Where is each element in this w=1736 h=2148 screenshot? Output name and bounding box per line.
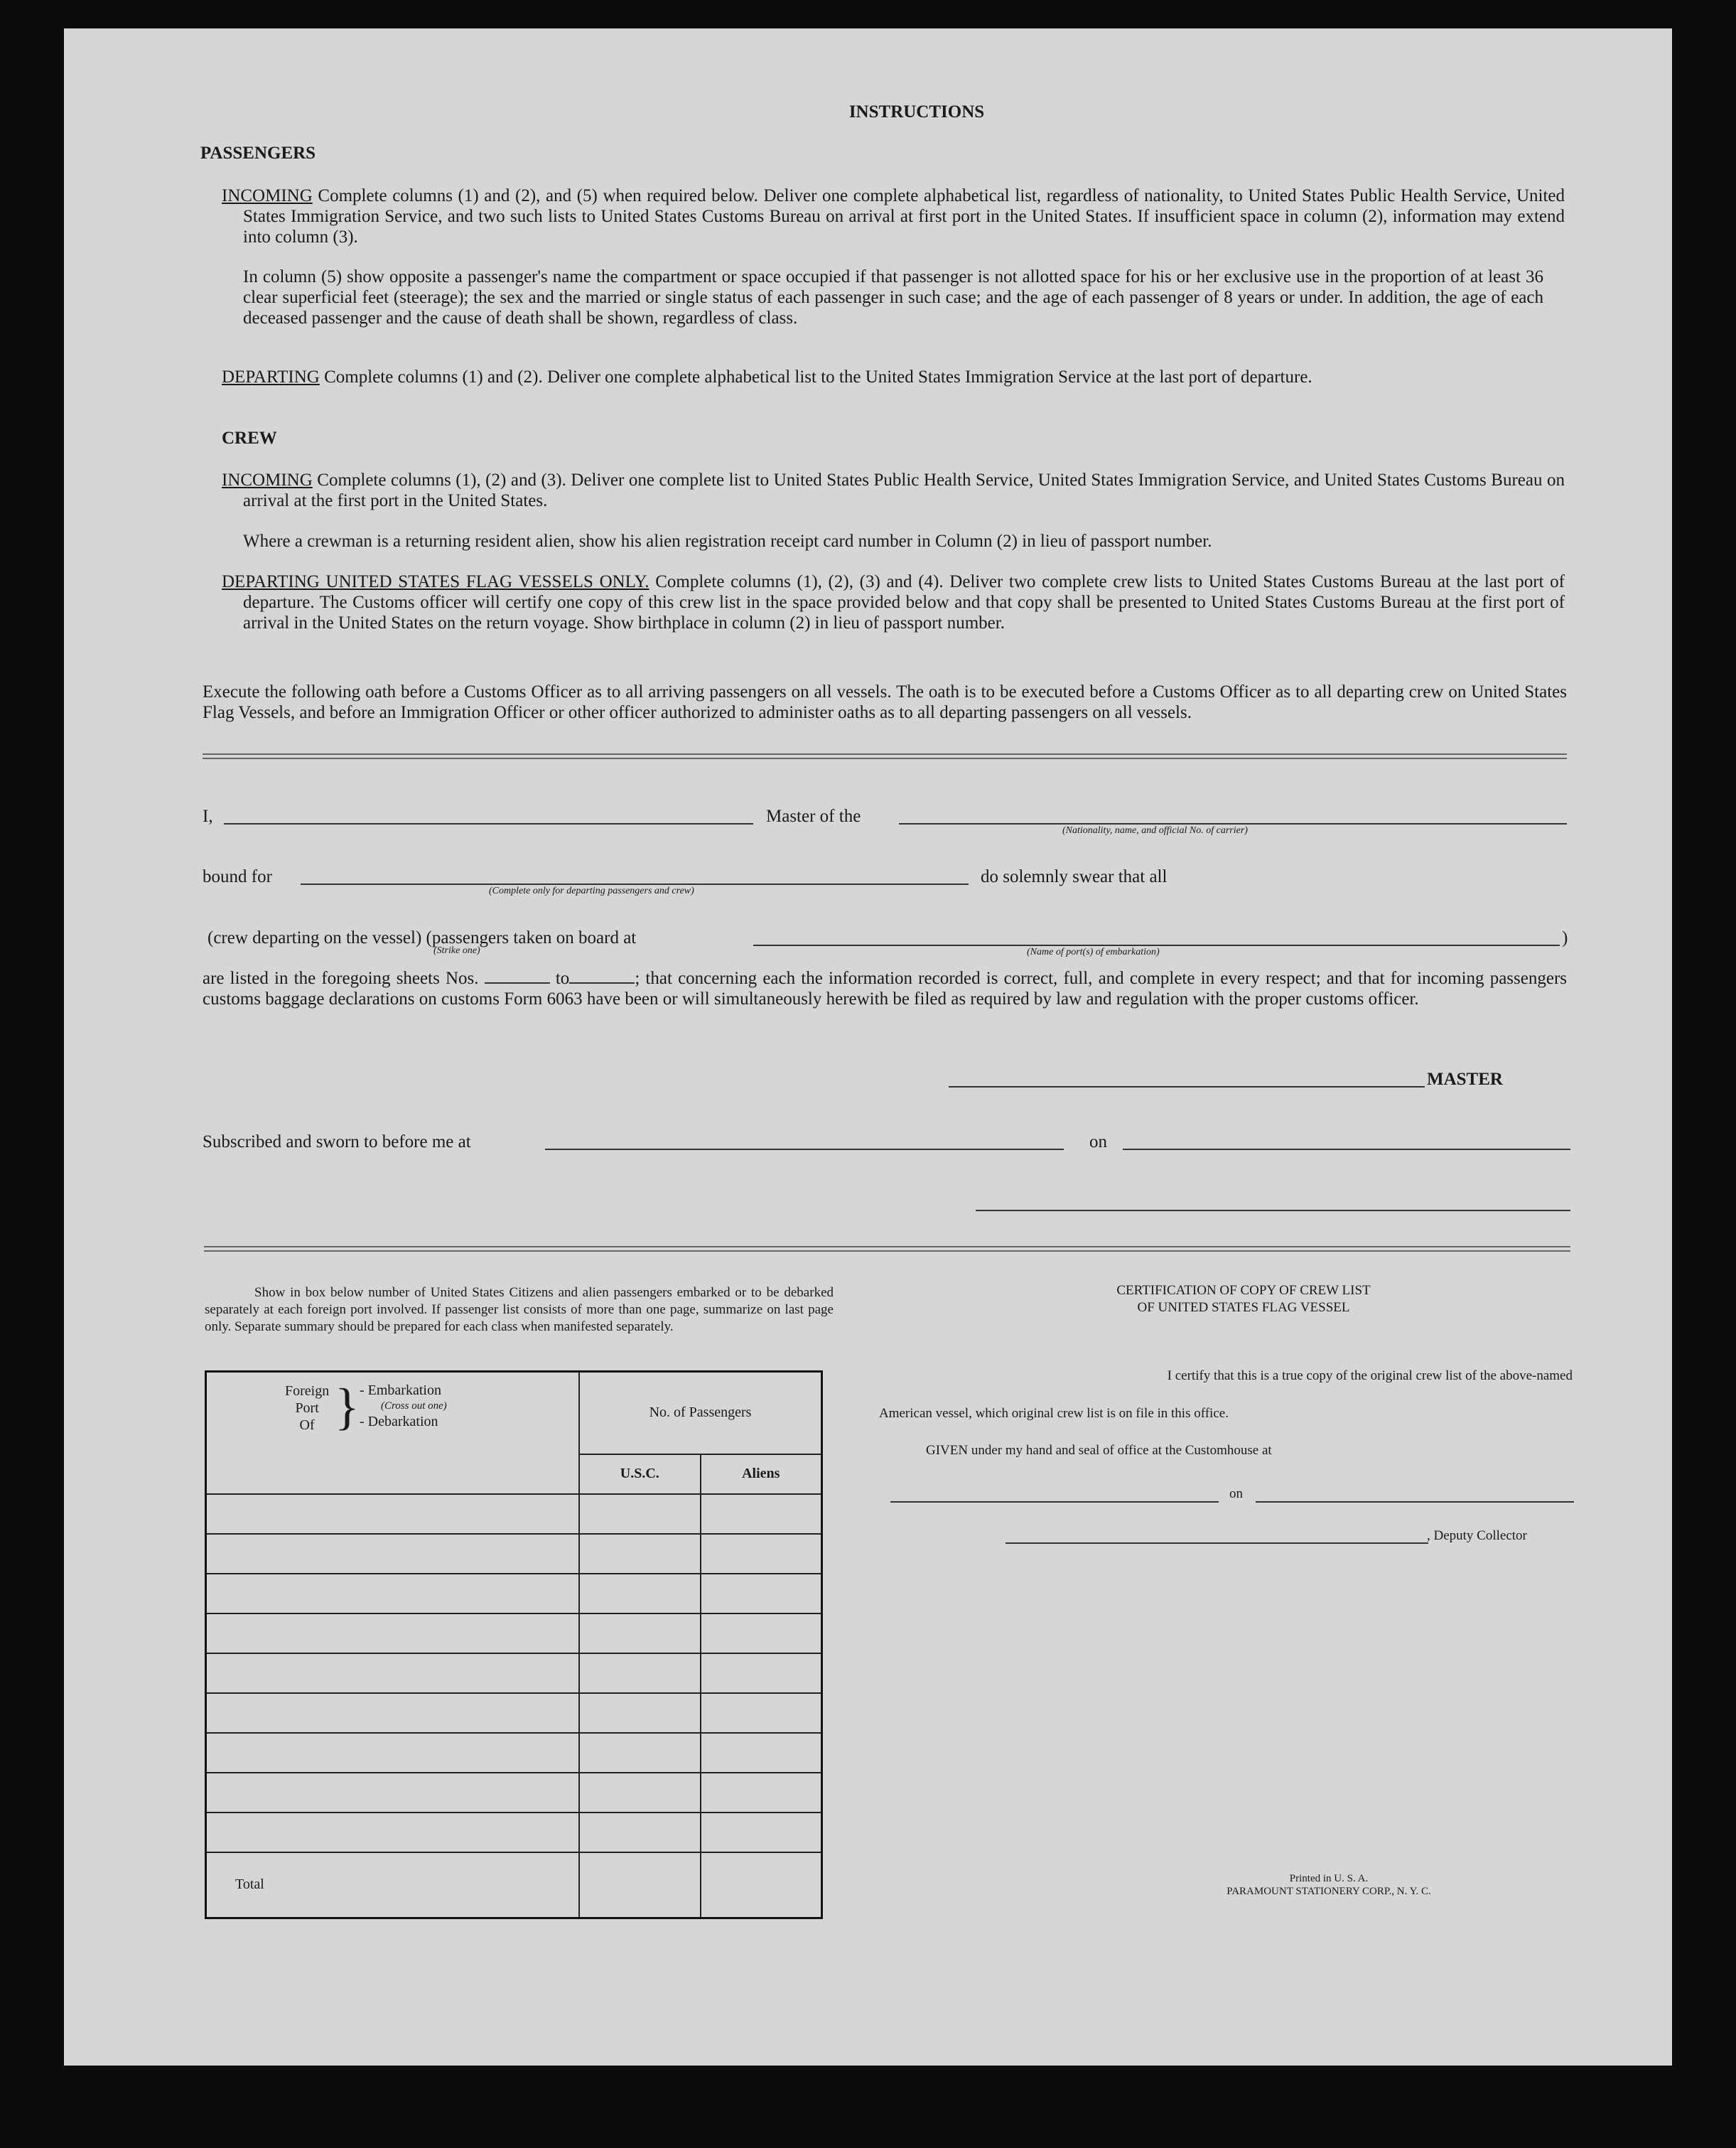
carrier-caption: (Nationality, name, and official No. of carrier) [1062,825,1248,836]
oath-i: I, [203,807,213,826]
port-cell[interactable] [206,1574,580,1613]
crew-departing-text: Complete columns (1), (2), (3) and (4). Deliver two complete crew lists to United States Customs Bureau at the last port of departure. The Customs officer will certify one copy of this crew list in the space provided below and that copy shall be presented to United States Customs Bureau at the first port of arrival in the United States on the return voyage. Show birthplace in column (2) in lieu of passport number. [243,572,1565,633]
aliens-cell[interactable] [701,1534,822,1574]
brace-icon: } [335,1378,360,1435]
bound-caption: (Complete only for departing passengers and crew) [489,886,694,896]
master-label: MASTER [1427,1070,1503,1089]
divider [203,753,1567,759]
passengers-incoming-label: INCOMING [222,186,313,205]
table-row [206,1653,822,1693]
deputy-collector-field[interactable] [1006,1542,1428,1544]
aliens-cell[interactable] [701,1693,822,1733]
table-row [206,1613,822,1653]
usc-cell[interactable] [579,1733,700,1773]
table-row [206,1534,822,1574]
aliens-cell[interactable] [701,1613,822,1653]
port-cell[interactable] [206,1733,580,1773]
certification-heading-2: OF UNITED STATES FLAG VESSEL [1137,1300,1350,1315]
table-row [206,1693,822,1733]
crew-incoming-text: Complete columns (1), (2) and (3). Deliver one complete list to United States Public Health Service, United States Immigration Service, and United States Customs Bureau on arrival at the first port in the United States. [243,471,1565,510]
oath-swear: do solemnly swear that all [981,867,1168,886]
port-cell[interactable] [206,1534,580,1574]
oath-listed-paragraph [203,968,1567,1009]
master-signature-field[interactable] [949,1086,1425,1088]
certification-on: on [1229,1486,1243,1501]
total-row [206,1852,822,1918]
sworn-date-field[interactable] [1123,1149,1570,1150]
embark-debark-labels [360,1382,447,1429]
table-row [206,1574,822,1613]
form-sheet [64,28,1672,2066]
aliens-header: Aliens [701,1454,822,1494]
usc-total-cell[interactable] [579,1852,700,1918]
oath-bound-for: bound for [203,867,272,886]
port-cell[interactable] [206,1693,580,1733]
listed-text-a: are listed in the foregoing sheets Nos. [203,969,479,988]
sheets-to-field[interactable] [569,968,635,984]
oath-intro: Execute the following oath before a Customs Officer as to all arriving passengers on all vessels. The oath is to be executed before a Customs Officer as to all departing crew on United States Flag Vessels, and before an Immigration Officer or other officer authorized to administer oaths as to all departing passengers on all vessels. [203,682,1567,722]
table-row [206,1494,822,1534]
cross-out-label: (Cross out one) [381,1400,447,1412]
foreign-port-of [285,1382,329,1434]
strike-caption: (Strike one) [433,945,480,956]
aliens-cell[interactable] [701,1813,822,1852]
debarkation-label: - Debarkation [360,1414,438,1429]
no-passengers-header: No. of Passengers [579,1372,821,1454]
usc-cell[interactable] [579,1653,700,1693]
passengers-departing-text: Complete columns (1) and (2). Deliver one complete alphabetical list to the United States Immigration Service at the last port of departure. [319,367,1312,387]
summary-instructions: Show in box below number of United States Citizens and alien passengers embarked or to be debarked separately at each foreign port involved. If passenger list consists of more than one page, summarize on last page only. Separate summary should be prepared for each class when manifested separately. [205,1285,834,1334]
passengers-column5-paragraph: In column (5) show opposite a passenger's name the compartment or space occupied if that passenger is not allotted space for his or her exclusive use in the proportion of at least 36 clear superficial feet (steerage); the sex and the married or single status of each passenger in such case; and the age of each passenger of 8 years or under. In addition, the age of each deceased passenger and the cause of death shall be shown, regardless of class. [243,267,1543,328]
of-label: Of [299,1417,315,1433]
usc-cell[interactable] [579,1494,700,1534]
printer-imprint [1158,1872,1499,1898]
aliens-total-cell[interactable] [701,1852,822,1918]
crew-resident-paragraph: Where a crewman is a returning resident alien, show his alien registration receipt card number in Column (2) in lieu of passport number. [243,532,1212,551]
crew-incoming-label: INCOMING [222,471,313,490]
crew-departing-label: DEPARTING UNITED STATES FLAG VESSELS ONLY. [222,572,649,591]
certification-heading-1: CERTIFICATION OF COPY OF CREW LIST [1116,1283,1371,1298]
usc-cell[interactable] [579,1534,700,1574]
listed-to: to [555,969,570,988]
port-cell[interactable] [206,1773,580,1813]
subscribed-label: Subscribed and sworn to before me at [203,1132,471,1151]
certification-line-1: I certify that this is a true copy of the original crew list of the above-named [1167,1368,1573,1383]
oath-crew-departing: (crew departing on the vessel) (passengers taken on board at [207,928,637,947]
usc-cell[interactable] [579,1574,700,1613]
passengers-departing-paragraph [222,367,1565,387]
port-header-cell [206,1372,580,1494]
total-label: Total [206,1852,580,1918]
passengers-incoming-paragraph [222,186,1565,247]
master-name-field[interactable] [224,823,753,825]
sworn-on-label: on [1089,1132,1107,1151]
passenger-summary-table [205,1370,823,1919]
crew-heading: CREW [222,429,277,448]
printer-line-1: Printed in U. S. A. [1289,1873,1369,1884]
listed-text-b: ; that concerning each the information recorded is correct, full, and complete in every respect; and that for incoming passengers customs baggage declarations on customs Form 6063 have been or will simultaneously herewith be filed as required by law and regulation with the proper customs officer. [203,969,1567,1009]
close-paren: ) [1562,928,1568,947]
oath-master-of: Master of the [766,807,861,826]
crew-incoming-paragraph [222,470,1565,511]
usc-cell[interactable] [579,1693,700,1733]
certification-heading [1009,1282,1478,1316]
embarkation-label: - Embarkation [360,1382,441,1398]
usc-cell[interactable] [579,1773,700,1813]
port-of-embarkation-field[interactable] [753,945,1560,946]
passengers-incoming-text: Complete columns (1) and (2), and (5) when required below. Deliver one complete alphabetical list, regardless of nationality, to United States Public Health Service, United States Immigration Service, and two such lists to United States Customs Bureau on arrival at first port in the United States. If insufficient space in column (2), information may extend into column (3). [243,186,1565,247]
usc-cell[interactable] [579,1613,700,1653]
page-title: INSTRUCTIONS [848,102,985,122]
table-row [206,1813,822,1852]
usc-header: U.S.C. [579,1454,700,1494]
port-cell[interactable] [206,1613,580,1653]
port-cell[interactable] [206,1494,580,1534]
certification-date-field[interactable] [1256,1501,1574,1503]
certification-line-2: American vessel, which original crew list is on file in this office. [879,1406,1229,1421]
port-label: Port [295,1400,319,1416]
table-row [206,1733,822,1773]
aliens-cell[interactable] [701,1574,822,1613]
printer-line-2: PARAMOUNT STATIONERY CORP., N. Y. C. [1226,1886,1431,1897]
passengers-departing-label: DEPARTING [222,367,320,387]
bound-for-field[interactable] [301,884,969,885]
deputy-collector-label: , Deputy Collector [1427,1528,1527,1543]
carrier-field[interactable] [899,823,1567,825]
aliens-cell[interactable] [701,1494,822,1534]
sheets-from-field[interactable] [485,968,550,984]
sworn-location-field[interactable] [545,1149,1064,1150]
divider [204,1246,1570,1252]
usc-cell[interactable] [579,1813,700,1852]
table-row [206,1773,822,1813]
passengers-heading: PASSENGERS [200,144,316,163]
officer-signature-field[interactable] [976,1210,1570,1211]
port-cell[interactable] [206,1653,580,1693]
crew-departing-paragraph [222,571,1565,633]
port-caption: (Name of port(s) of embarkation) [1027,947,1160,957]
aliens-cell[interactable] [701,1773,822,1813]
port-cell[interactable] [206,1813,580,1852]
aliens-cell[interactable] [701,1733,822,1773]
aliens-cell[interactable] [701,1653,822,1693]
certification-line-3: GIVEN under my hand and seal of office at the Customhouse at [926,1443,1272,1458]
foreign-label: Foreign [285,1383,330,1399]
customhouse-field[interactable] [890,1501,1219,1503]
